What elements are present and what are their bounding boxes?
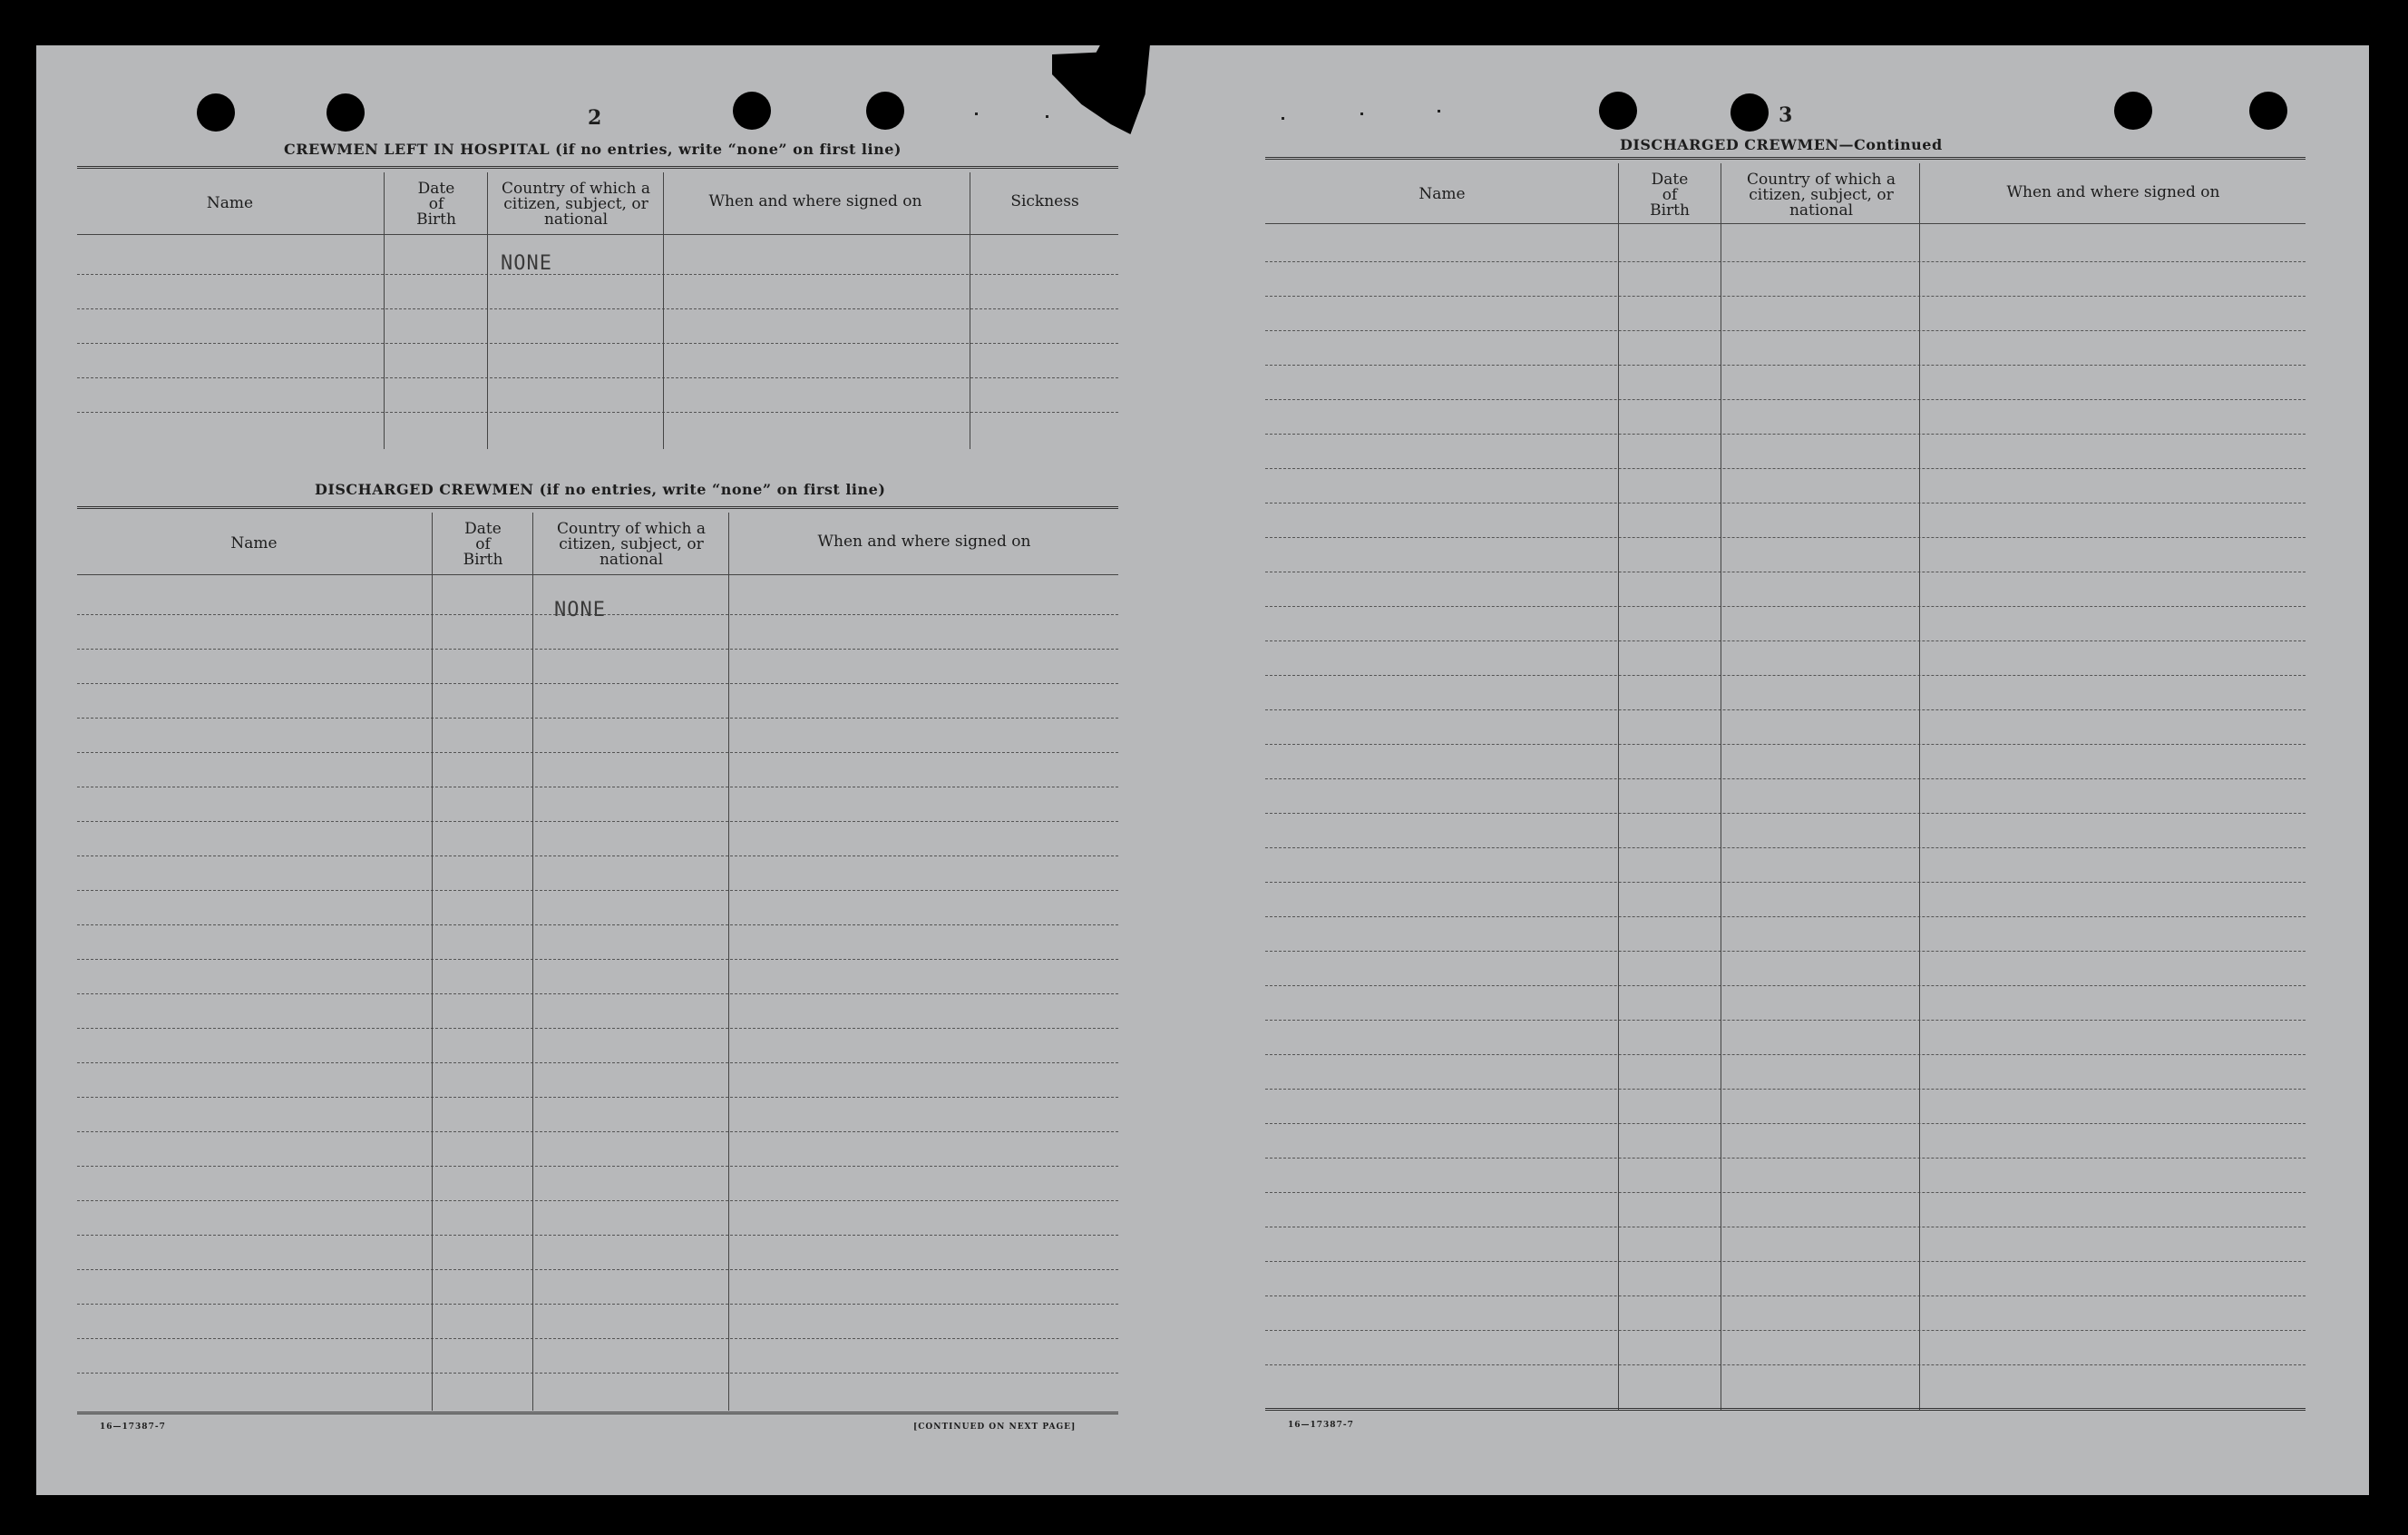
punch-hole bbox=[197, 93, 235, 132]
column-header-country: Country of which a citizen, subject, or national bbox=[1747, 171, 1896, 220]
punch-hole bbox=[1599, 92, 1637, 130]
ruled-line bbox=[77, 1200, 1118, 1201]
ruled-line bbox=[77, 1062, 1118, 1063]
punch-hole bbox=[866, 92, 904, 130]
ruled-line bbox=[1265, 640, 2306, 641]
ruled-line bbox=[77, 683, 1118, 684]
right-section-title: DISCHARGED CREWMEN—Continued bbox=[1620, 136, 1943, 153]
table-top-rule bbox=[1265, 157, 2306, 160]
document-sheet bbox=[36, 45, 2369, 1495]
ruled-line bbox=[1265, 537, 2306, 538]
ruled-line bbox=[1265, 882, 2306, 883]
speck bbox=[975, 112, 978, 115]
column-header-signed-on: When and where signed on bbox=[708, 192, 922, 210]
continued-note: [CONTINUED ON NEXT PAGE] bbox=[913, 1423, 1077, 1432]
ruled-line bbox=[77, 924, 1118, 925]
ruled-line bbox=[1265, 330, 2306, 331]
column-header-date-of-birth: Date of Birth bbox=[463, 520, 503, 569]
ruled-line bbox=[1265, 1192, 2306, 1193]
ruled-line bbox=[77, 377, 1118, 378]
hospital-section-title: CREWMEN LEFT IN HOSPITAL (if no entries, write “none” on first line) bbox=[284, 141, 902, 158]
column-header-country: Country of which a citizen, subject, or national bbox=[502, 180, 650, 229]
ruled-line bbox=[77, 1269, 1118, 1270]
column-header-sickness: Sickness bbox=[1010, 192, 1079, 210]
ruled-line bbox=[1265, 1158, 2306, 1159]
ruled-line bbox=[1265, 365, 2306, 366]
column-header-date-of-birth: Date of Birth bbox=[1650, 171, 1690, 220]
punch-hole bbox=[733, 92, 771, 130]
ruled-line bbox=[1265, 606, 2306, 607]
discharged-section-title: DISCHARGED CREWMEN (if no entries, write “none” on first line) bbox=[315, 481, 886, 498]
column-header-name: Name bbox=[230, 534, 278, 552]
column-divider bbox=[1618, 163, 1619, 1411]
ruled-line bbox=[1265, 261, 2306, 262]
column-header-signed-on: When and where signed on bbox=[2006, 183, 2220, 201]
ruled-line bbox=[1265, 675, 2306, 676]
ruled-line bbox=[77, 855, 1118, 856]
punch-hole bbox=[1730, 93, 1769, 132]
form-number-right: 16—17387-7 bbox=[1288, 1421, 1354, 1430]
ruled-line bbox=[77, 1235, 1118, 1236]
ruled-line bbox=[1265, 1123, 2306, 1124]
discharged-none-entry: NONE bbox=[554, 599, 606, 621]
ruled-line bbox=[77, 959, 1118, 960]
table-top-rule bbox=[77, 506, 1118, 509]
header-rule bbox=[77, 574, 1118, 575]
ruled-line bbox=[1265, 847, 2306, 848]
punch-hole bbox=[2249, 92, 2287, 130]
ruled-line bbox=[1265, 468, 2306, 469]
column-divider bbox=[1919, 163, 1920, 1411]
punch-hole bbox=[2114, 92, 2152, 130]
speck bbox=[1360, 112, 1363, 115]
ruled-line bbox=[1265, 1089, 2306, 1090]
ruled-line bbox=[77, 821, 1118, 822]
ruled-line bbox=[1265, 916, 2306, 917]
header-rule bbox=[1265, 223, 2306, 224]
column-divider bbox=[663, 172, 664, 449]
speck bbox=[1282, 117, 1284, 120]
ruled-line bbox=[77, 752, 1118, 753]
ruled-line bbox=[1265, 296, 2306, 297]
ruled-line bbox=[77, 1166, 1118, 1167]
column-divider bbox=[487, 172, 488, 449]
column-header-signed-on: When and where signed on bbox=[817, 533, 1031, 551]
table-bottom-rule bbox=[1265, 1408, 2306, 1411]
ruled-line bbox=[1265, 985, 2306, 986]
column-header-date-of-birth: Date of Birth bbox=[416, 180, 456, 229]
ruled-line bbox=[77, 343, 1118, 344]
column-divider bbox=[432, 513, 433, 1411]
column-divider bbox=[532, 513, 533, 1411]
table-top-rule bbox=[77, 166, 1118, 169]
ruled-line bbox=[77, 1097, 1118, 1098]
ruled-line bbox=[77, 274, 1118, 275]
ruled-line bbox=[77, 1304, 1118, 1305]
ruled-line bbox=[1265, 1020, 2306, 1021]
ruled-line bbox=[77, 308, 1118, 309]
ruled-line bbox=[1265, 778, 2306, 779]
ruled-line bbox=[1265, 813, 2306, 814]
ruled-line bbox=[77, 993, 1118, 994]
ruled-line bbox=[77, 1373, 1118, 1374]
speck bbox=[1046, 115, 1048, 118]
ruled-line bbox=[77, 649, 1118, 650]
ruled-line bbox=[1265, 1364, 2306, 1365]
ruled-line bbox=[77, 1131, 1118, 1132]
table-bottom-rule bbox=[77, 1412, 1118, 1414]
ruled-line bbox=[1265, 434, 2306, 435]
punch-hole bbox=[327, 93, 365, 132]
ruled-line bbox=[1265, 1330, 2306, 1331]
ruled-line bbox=[1265, 709, 2306, 710]
ruled-line bbox=[1265, 1261, 2306, 1262]
ruled-line bbox=[77, 1338, 1118, 1339]
ruled-line bbox=[77, 1028, 1118, 1029]
ruled-line bbox=[1265, 399, 2306, 400]
column-header-country: Country of which a citizen, subject, or national bbox=[557, 520, 706, 569]
page-number-left: 2 bbox=[588, 106, 602, 130]
ruled-line bbox=[77, 718, 1118, 719]
ruled-line bbox=[77, 412, 1118, 413]
column-divider bbox=[728, 513, 729, 1411]
ruled-line bbox=[1265, 1295, 2306, 1296]
ruled-line bbox=[1265, 744, 2306, 745]
ruled-line bbox=[77, 890, 1118, 891]
ruled-line bbox=[1265, 951, 2306, 952]
header-rule bbox=[77, 234, 1118, 235]
ruled-line bbox=[1265, 1054, 2306, 1055]
speck bbox=[1438, 110, 1440, 112]
column-divider bbox=[384, 172, 385, 449]
page-number-right: 3 bbox=[1779, 103, 1793, 127]
form-number-left: 16—17387-7 bbox=[100, 1423, 166, 1432]
column-header-name: Name bbox=[206, 194, 254, 212]
ruled-line bbox=[1265, 503, 2306, 504]
hospital-none-entry: NONE bbox=[501, 252, 552, 275]
column-header-name: Name bbox=[1418, 185, 1466, 203]
